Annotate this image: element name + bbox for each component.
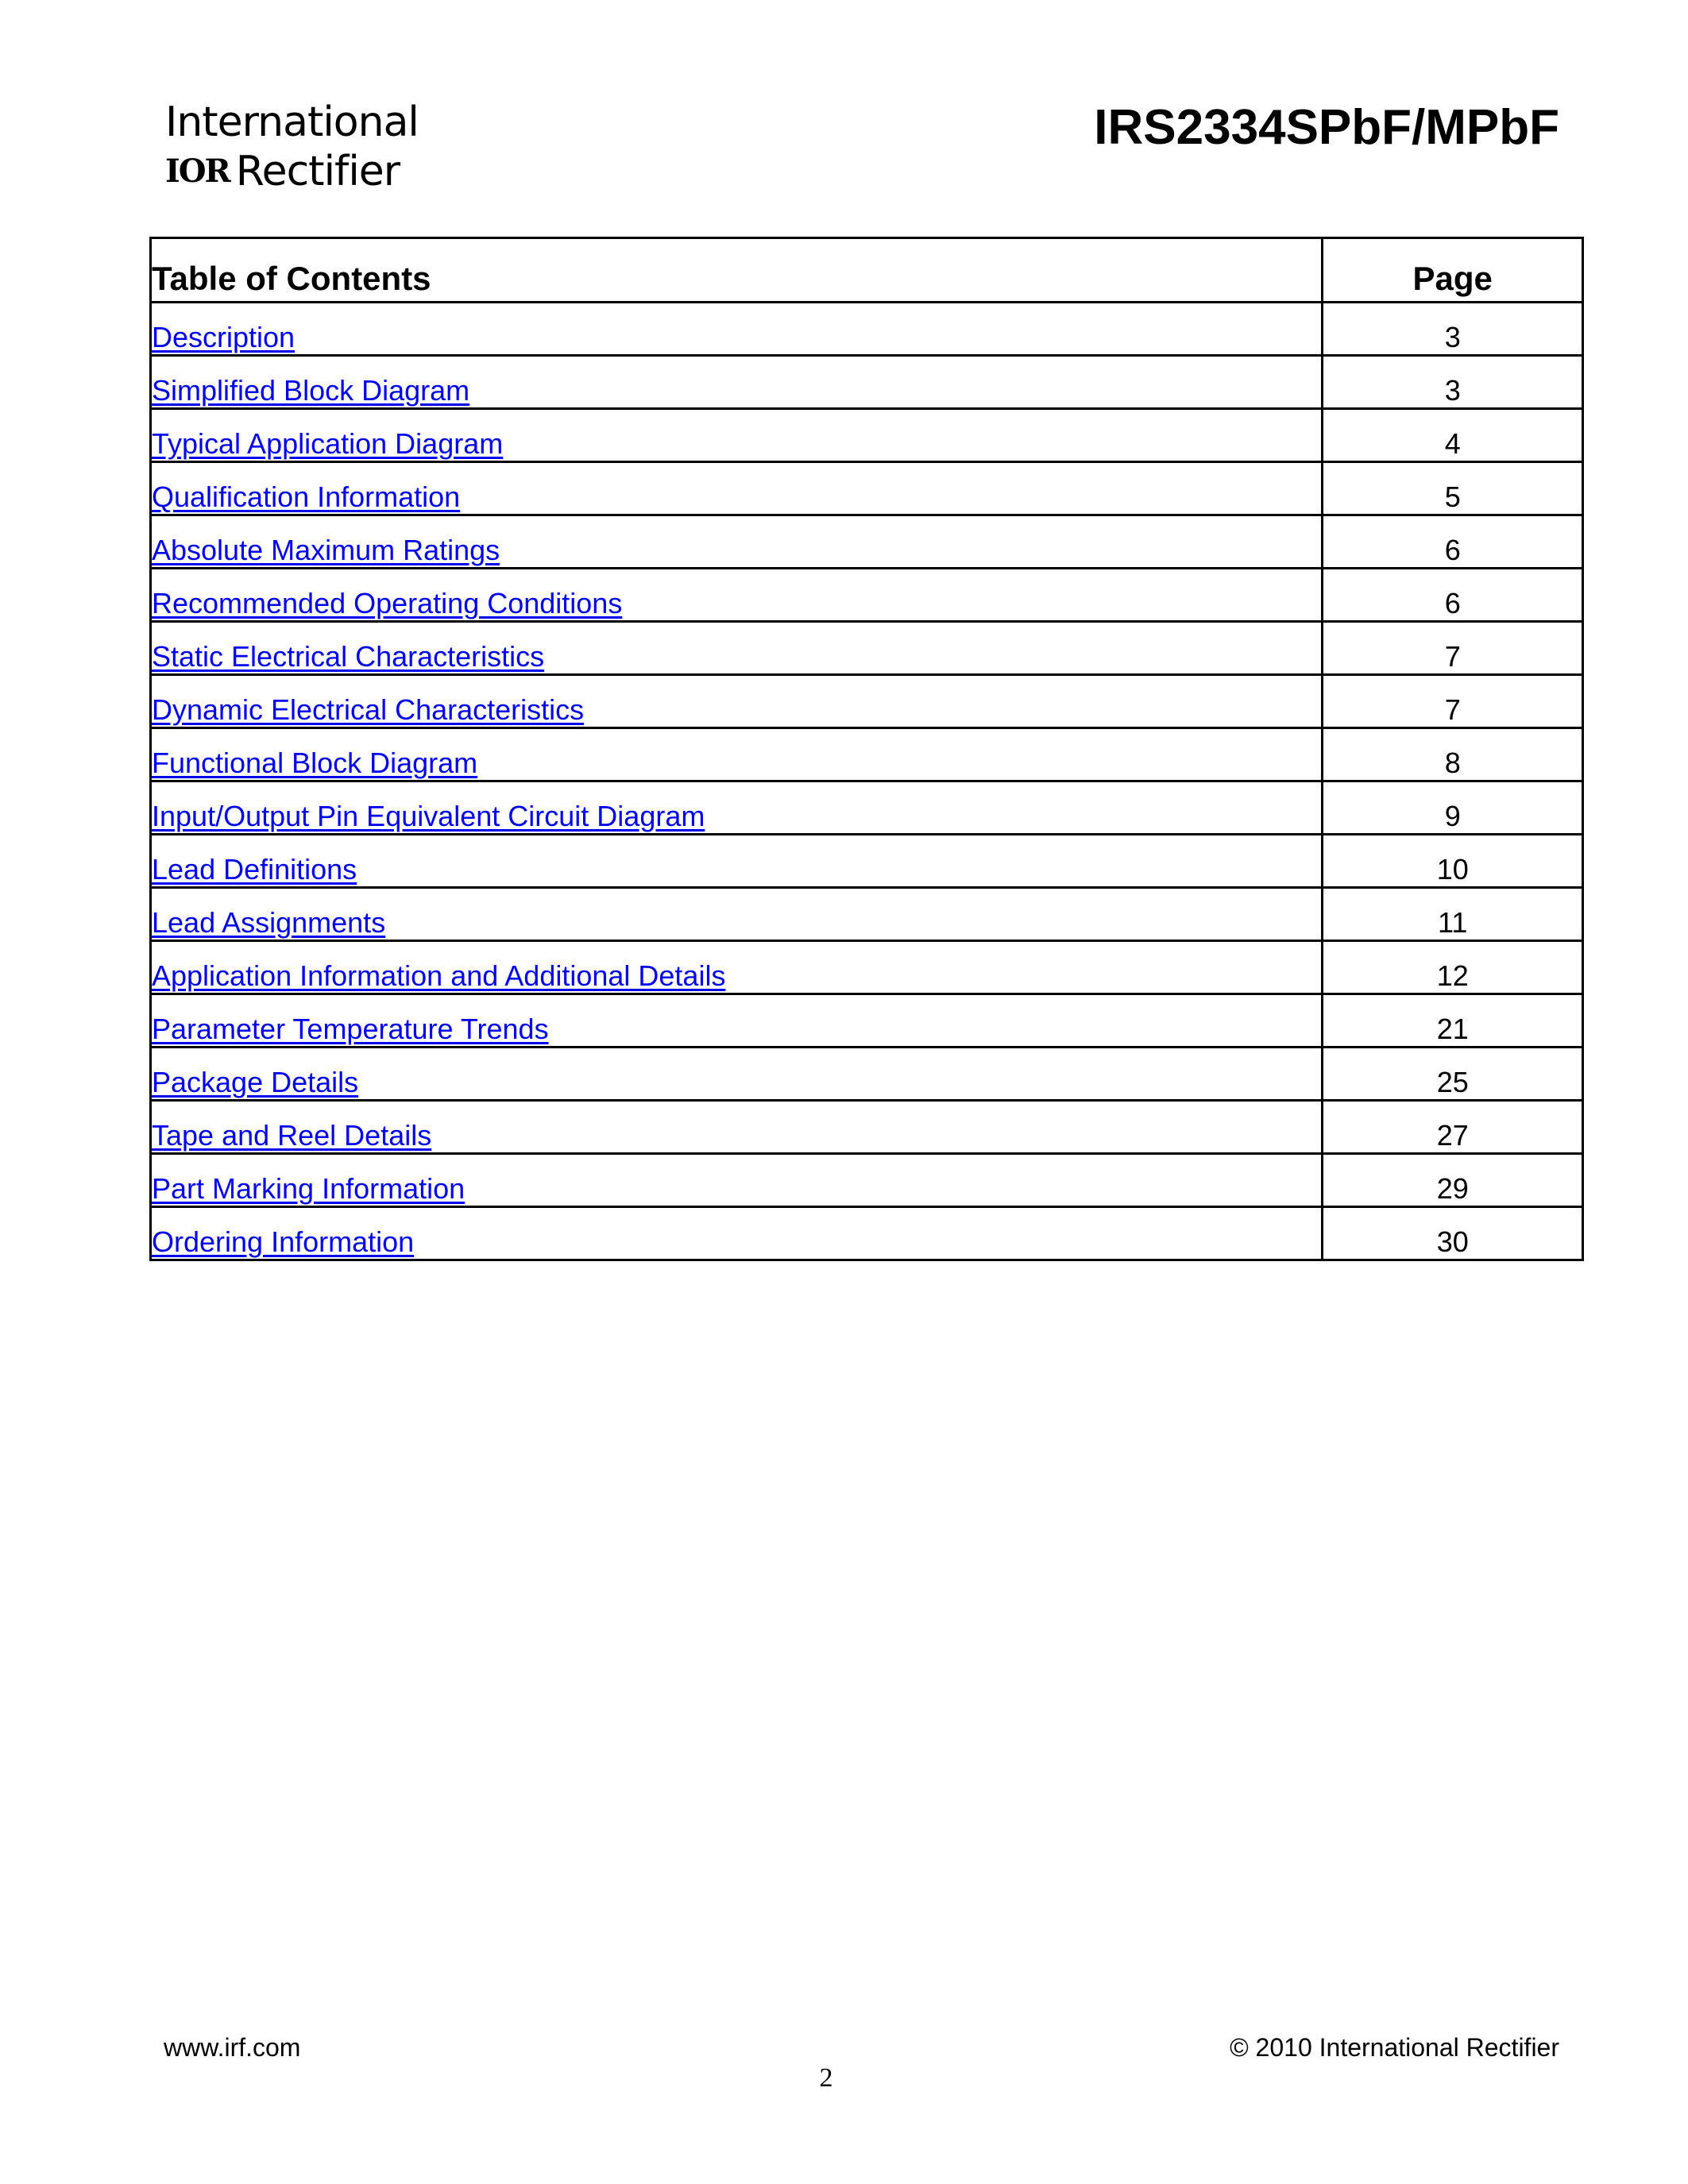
- toc-entry-link[interactable]: Dynamic Electrical Characteristics: [152, 693, 585, 726]
- toc-row: [151, 1207, 1583, 1260]
- toc-page-number: 25: [1323, 1048, 1583, 1101]
- toc-row: [151, 409, 1583, 462]
- toc-entry-link[interactable]: Static Electrical Characteristics: [152, 640, 545, 673]
- toc-entry-cell: [151, 569, 1323, 622]
- toc-entry-link[interactable]: Lead Assignments: [152, 906, 386, 939]
- toc-entry-link[interactable]: Recommended Operating Conditions: [152, 587, 623, 619]
- toc-row: [151, 1101, 1583, 1154]
- toc-page-number: 5: [1323, 462, 1583, 515]
- logo-text-international: International: [165, 98, 419, 146]
- footer-copyright: © 2010 International Rectifier: [1230, 2033, 1559, 2062]
- toc-row: [151, 941, 1583, 994]
- table-of-contents: [149, 237, 1584, 1261]
- toc-entry-cell: [151, 1207, 1323, 1260]
- toc-entry-link[interactable]: Functional Block Diagram: [152, 747, 478, 779]
- toc-page-number: 9: [1323, 781, 1583, 835]
- toc-entry-link[interactable]: Application Information and Additional Details: [152, 959, 726, 992]
- toc-row: [151, 781, 1583, 835]
- toc-page-number: 8: [1323, 728, 1583, 781]
- toc-body: [151, 303, 1583, 1260]
- document-title: IRS2334SPbF/MPbF: [1094, 100, 1559, 155]
- toc-entry-cell: [151, 781, 1323, 835]
- toc-page-number: 7: [1323, 622, 1583, 675]
- toc-entry-cell: [151, 835, 1323, 888]
- toc-entry-cell: [151, 622, 1323, 675]
- toc-entry-cell: [151, 888, 1323, 941]
- toc-row: [151, 462, 1583, 515]
- toc-page-number: 3: [1323, 303, 1583, 356]
- toc-entry-link[interactable]: Parameter Temperature Trends: [152, 1013, 549, 1045]
- toc-entry-cell: [151, 1048, 1323, 1101]
- toc-page-number: 21: [1323, 994, 1583, 1048]
- toc-entry-link[interactable]: Ordering Information: [152, 1225, 415, 1258]
- toc-page-number: 4: [1323, 409, 1583, 462]
- toc-row: [151, 515, 1583, 569]
- toc-entry-cell: [151, 1101, 1323, 1154]
- toc-entry-cell: [151, 728, 1323, 781]
- toc-page-number: 10: [1323, 835, 1583, 888]
- toc-row: [151, 835, 1583, 888]
- toc-row: [151, 994, 1583, 1048]
- toc-row: [151, 888, 1583, 941]
- toc-entry-link[interactable]: Tape and Reel Details: [152, 1119, 432, 1152]
- toc-entry-cell: [151, 356, 1323, 409]
- toc-entry-cell: [151, 303, 1323, 356]
- toc-entry-link[interactable]: Qualification Information: [152, 480, 461, 513]
- toc-row: [151, 356, 1583, 409]
- toc-entry-cell: [151, 515, 1323, 569]
- toc-page-number: 29: [1323, 1154, 1583, 1207]
- toc-header-row: [151, 238, 1583, 303]
- toc-entry-link[interactable]: Lead Definitions: [152, 853, 357, 886]
- toc-entry-link[interactable]: Typical Application Diagram: [152, 427, 504, 460]
- toc-row: [151, 569, 1583, 622]
- toc-page-number: 3: [1323, 356, 1583, 409]
- toc-row: [151, 675, 1583, 728]
- toc-entry-link[interactable]: Part Marking Information: [152, 1172, 465, 1205]
- toc-row: [151, 728, 1583, 781]
- toc-entry-cell: [151, 409, 1323, 462]
- toc-entry-cell: [151, 994, 1323, 1048]
- toc-entry-cell: [151, 1154, 1323, 1207]
- toc-page-number: 7: [1323, 675, 1583, 728]
- toc-entry-link[interactable]: Absolute Maximum Ratings: [152, 534, 500, 566]
- toc-page-number: 27: [1323, 1101, 1583, 1154]
- toc-page-number: 11: [1323, 888, 1583, 941]
- footer-website: www.irf.com: [164, 2033, 301, 2062]
- page-number: 2: [819, 2063, 833, 2093]
- toc-row: [151, 622, 1583, 675]
- ior-logo-mark: IOR: [165, 152, 230, 190]
- toc-page-number: 30: [1323, 1207, 1583, 1260]
- toc-row: [151, 1048, 1583, 1101]
- toc-entry-cell: [151, 462, 1323, 515]
- toc-row: [151, 1154, 1583, 1207]
- toc-entry-cell: [151, 941, 1323, 994]
- toc-entry-link[interactable]: Description: [152, 321, 295, 353]
- toc-page-number: 6: [1323, 569, 1583, 622]
- toc-row: [151, 303, 1583, 356]
- toc-heading-page: Page: [1323, 238, 1583, 303]
- toc-entry-link[interactable]: Input/Output Pin Equivalent Circuit Diagram: [152, 800, 705, 832]
- toc-entry-cell: [151, 675, 1323, 728]
- logo-text-rectifier: Rectifier: [235, 148, 400, 195]
- company-logo: [165, 98, 419, 195]
- toc-entry-link[interactable]: Package Details: [152, 1066, 359, 1098]
- toc-page-number: 12: [1323, 941, 1583, 994]
- toc-page-number: 6: [1323, 515, 1583, 569]
- toc-heading-title: Table of Contents: [151, 238, 1323, 303]
- toc-entry-link[interactable]: Simplified Block Diagram: [152, 374, 470, 407]
